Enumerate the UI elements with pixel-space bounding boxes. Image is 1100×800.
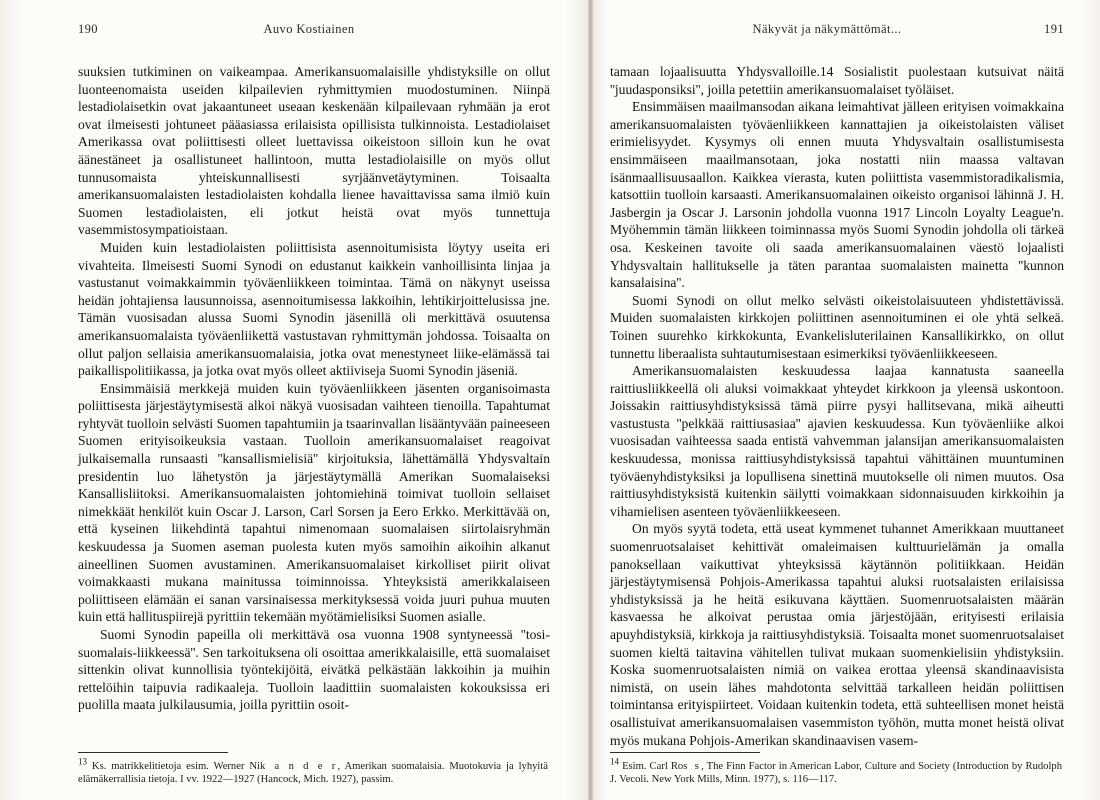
- page-right: [588, 0, 1100, 800]
- running-head-right: [610, 22, 1064, 37]
- paragraph: Amerikansuomalaisten keskuudessa laajaa kannatusta saaneella raittiusliikkeellä oli aluksi voimakkaat yhteydet kirkkoon ja yleensä uskontoon. Joissakin raittiusyhdistyksissä tämä piirre pysyi hallitsevana, mikä aiheutti vastustusta ''pelkkää raittiusasiaa'' ajavien keskuudessa. Kun työväenliike alkoi vuosisadan vaihteessa saada entistä vahvemman jalansijan amerikansuomalaisten keskuudessa, monissa raittiusyhdistyksissä tapahtui vähittäinen muuntuminen työväenyhdistyksiksi ja lopullisena sinettinä muutokselle oli nimen muutos. Osa raittiusyhdistyksistä kuitenkin säilytti voimakkaan sidonnaisuuden kirkkoihin ja vihamielisen asenteen työväenliikkeeseen.: [610, 363, 1064, 519]
- footnote-left: [78, 752, 548, 786]
- paragraph: Suomi Synodin papeilla oli merkittävä osa vuonna 1908 syntyneessä ''tosi-suomalais-liikkeessä''. Sen tarkoituksena oli osoittaa amerikkalaisille, että suomalaiset sittenkin olivat kunnollisia työntekijöitä, eivätkä pelkästään lakkoihin ja muihin rettelöihin taipuvia radikaaleja. Tuolloin laadittiin suomalaisten kokouksissa eri puolilla maata julkilausumia, joilla pyrittiin osoit-: [78, 627, 550, 713]
- footnote-marker: 14: [610, 756, 619, 767]
- paragraph: Muiden kuin lestadiolaisten poliittisista asennoitumisista löytyy useita eri vivahteita. Ilmeisesti Suomi Synodi on edustanut kaikkein vanhoillisinta linjaa ja vastustanut voimakkaimmin työväenliikkeen toimintaa. Tämä on näkynyt useissa heidän johtajiensa lausunnoissa, asennoitumisessa lakkoihin, lehtikirjoittelusissa jne. Tämän vuosisadan alussa Suomi Synodin jäsenillä oli merkittävä osuutensa amerikansuomalaista työväenliikettä vastustavan ryhmittymän johdossa. Toisaalta on ollut paljon sellaisia amerikansuomalaisia, jotka ovat menestyneet liike-elämässä tai paikallispolitiikassa, ja jotka ovat myös olleet aktiiviseja Suomi Synodin jäseniä.: [78, 239, 550, 379]
- footnote-rule: [78, 752, 228, 753]
- body-text-right: [610, 63, 1064, 749]
- paragraph: On myös syytä todeta, että useat kymmenet tuhannet Amerikkaan muuttaneet suomenruotsalaiset kehittivät omaleimaisen kulttuurielämän ja omalla panoksellaan vaikuttivat yhteyksissä käytännön politiikkaan. Heidän järjestäytymisensä Pohjois-Amerikassa tapahtui aluksi ruotsalaisten erilaisissa yhdistyksissä ja he heitä esikuvana käyttäen. Suomenruotsalaisten määrän kasvaessa he alkoivat perustaa omia järjestöjään, erityisesti erilaisia apuyhdistyksiä, kirkkoja ja raittiusyhdistyksiä. Toisaalta monet suomenruotsalaiset suomen kieltä taitavina vähitellen tulivat mukaan suomenkielisiin yhdistyksiin. Koska suomenruotsalaisten nimiä on vaikea erottaa yleensä skandinaavisista nimistä, on usein lähes mahdotonta selvittää tarkalleen heidän poliittisen toimintansa erityispiirteet. Voidaan kuitenkin todeta, että suhteellisen monet heistä osallistuivat amerikansuomalaisen vasemmiston työhön, mutta monet heistä olivat myös mukana Pohjois-Amerikan skandinaavisen vasem-: [610, 521, 1064, 748]
- body-text-left: [78, 63, 550, 714]
- footnote-text: [78, 756, 548, 786]
- paragraph: Ensimmäisen maailmansodan aikana leimahtivat jälleen erityisen voimakkaina amerikansuomalaisten työväenliikkeen kannattajien ja oikeistolaisten väliset erimielisyydet. Kysymys oli ennen muuta Yhdysvaltain osallistumisesta ensimmäiseen maailmansotaan, joka nostatti niin maassa valtavan isänmaallisuusaallon. Kaikkea vierasta, kuten poliittista vasemmistoradikalismia, katsottiin tuolloin karsaasti. Amerikansuomalainen oikeisto organisoi lähinnä J. H. Jasbergin ja Oscar J. Larsonin johdolla vuonna 1917 Lincoln Loyalty League'n. Myöhemmin tämän liikkeen toiminnassa myös Suomi Synodin johdolla oli tärkeä osa. Keskeinen tavoite oli saada amerikansuomalainen väestö lojaalisti Yhdysvaltain hallitukselle ja täten parantaa suomalaisten mainetta ''kunnon kansalaisina''.: [610, 99, 1064, 291]
- footnote-author-name: s s: [683, 760, 702, 772]
- running-head-title-left: Auvo Kostiainen: [263, 22, 355, 36]
- footnote-author-name: k a n d e r: [259, 760, 338, 772]
- footnote-text-after-name: , Amerikan suomalaisia. Muotokuvia ja lyhyitä elämäkerrallisia tietoja. I vv. 1922—1927 (Hancock, Mich. 1927), passim.: [78, 760, 548, 785]
- paragraph: Suomi Synodi on ollut melko selvästi oikeistolaisuuteen yhdistettävissä. Muiden suomalaisten kirkkojen poliittinen asennoituminen ei ole yhtä selkeä. Toinen suurehko kirkkokunta, Evankelisluterilainen Kansallikirkko, on ollut tunnettu liberaalista suhtautumisestaan esimerkiksi työväenliikkeeseen.: [610, 292, 1064, 361]
- footnote-marker: 13: [78, 756, 87, 767]
- paragraph: Ensimmäisiä merkkejä muiden kuin työväenliikkeen jäsenten organisoimasta poliittisesta järjestäytymisestä alkoi näkyä vuosisadan vaihteen tienoilla. Tapahtumat ryhtyvät tuolloin selvästi Suomen tapahtumiin ja tsaarinvallan lisääntyvään paineeseen Suomen erityisoikeuksia vastaan. Tuolloin amerikansuomalaiset reagoivat julkaisemalla runsaasti ''kansallismielisiä'' kirjoituksia, lähettämällä Yhdysvaltain presidentin luo lähetystön ja järjestäytymällä Amerikan Suomalaiseksi Kansallisliitoksi. Amerikansuomalaisten johtomiehinä toimivat tuolloin sellaiset nimekkäät henkilöt kuin Oscar J. Larson, Carl Sorsen ja Eero Erkko. Merkittävää on, että kyseinen liikehdintä tapahtui nimenomaan suomalaisen siirtolaisryhmän keskuudessa ja Suomen aseman puolesta kuten myös samoihin aikoihin alkanut aineellinen Suomen avustaminen. Amerikansuomalaiset kirkolliset piirit olivat voimakkaasti mukana mainitussa toiminnoissa. Yhteyksistä amerikkalaiseen poliittiseen elämään ei sanan varsinaisessa merkityksessä voida juuri puhua muuten kuin että hallituspiirejä pyrittiin tekemään myötämielisiksi Suomen asialle.: [78, 380, 550, 625]
- paragraph: tamaan lojaalisuutta Yhdysvalloille.14 Sosialistit puolestaan kutsuivat näitä ''juudasponsiksi'', joilla petettiin amerikansuomalaiset työläiset.: [610, 64, 1064, 97]
- footnote-right: [610, 752, 1062, 786]
- footnote-text-after-name: , The Finn Factor in American Labor, Culture and Society (Introduction by Rudolph J. Vecoli. New York Mills, Minn. 1977), s. 116—117.: [610, 760, 1062, 785]
- running-head-left: [78, 22, 550, 37]
- page-number-left: 190: [78, 22, 98, 36]
- running-head-title-right: Näkyvät ja näkymättömät...: [752, 22, 902, 36]
- paragraph: suuksien tutkiminen on vaikeampaa. Amerikansuomalaisille yhdistyksille on ollut luonteenomaista useiden kilpailevien ryhmittymien muodostuminen. Niinpä lestadiolaisetkin ovat jakaantuneet useaan keskenään kilpailevaan ryhmään ja erot ovat ilmeisesti johtuneet pääasiassa erilaisista opillisista tulkinnoista. Lestadiolaiset Amerikassa ovat poliittisesti olleet luettavissa oikeistoon silloin kun he ovat äänestäneet ja osallistuneet hallintoon, mutta lestadiolaisille on myös ollut tunnusomaista yhteiskunnallisesti syrjäänvetäytyminen. Toisaalta amerikansuomalaisten lestadiolaisten kohdalla lienee havaittavissa sama ilmiö kuin Suomen lestadiolaisten, eli jotkut heistä ovat myös tunnettuja vasemmistosympatioistaan.: [78, 64, 550, 238]
- footnote-rule: [610, 752, 760, 753]
- footnote-text: [610, 756, 1062, 786]
- footnote-text-before-name: Ks. matrikkelitietoja esim. Werner Ni: [91, 760, 260, 772]
- footnote-text-before-name: Esim. Carl Ro: [622, 760, 684, 772]
- book-gutter: [588, 0, 594, 800]
- page-number-right: 191: [1044, 22, 1064, 36]
